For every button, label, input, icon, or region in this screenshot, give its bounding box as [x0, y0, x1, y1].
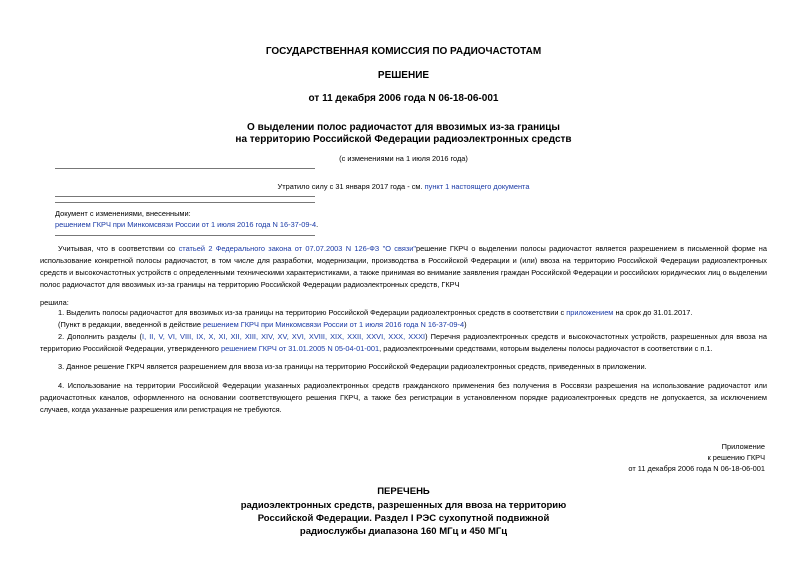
decision-2005-link[interactable]: решением ГКРЧ от 31.01.2005 N 05-04-01-001 — [220, 344, 380, 353]
status-link[interactable]: пункт 1 настоящего документа — [424, 182, 530, 191]
appendix-label: Приложение — [721, 442, 765, 451]
law-link[interactable]: статьей 2 Федерального закона от 07.07.2003 N 126-ФЗ "О связи" — [178, 244, 416, 253]
divider — [55, 168, 315, 169]
divider — [55, 196, 315, 197]
doc-date-number: от 11 декабря 2006 года N 06-18-06-001 — [308, 93, 499, 104]
amendment-link[interactable]: решением ГКРЧ при Минкомсвязи России от 1 июля 2016 года N 16-37-09-4 — [203, 320, 465, 329]
doc-title-line2: на территорию Российской Федерации радиоэлектронных средств — [235, 134, 572, 145]
item-1: 1. Выделить полосы радиочастот для ввозимых из-за границы на территорию Российской Федерации радиоэлектронных средств в соответствии с приложением на срок до 31.01.2017. — [58, 308, 693, 317]
changes-link[interactable]: решением ГКРЧ при Минкомсвязи России от 1 июля 2016 года N 16-37-09-4 — [55, 220, 317, 229]
doc-title-line1: О выделении полос радиочастот для ввозимых из-за границы — [247, 122, 560, 133]
list-subtitle-3: радиослужбы диапазона 160 МГц и 450 МГц — [299, 526, 508, 537]
changes-line: решением ГКРЧ при Минкомсвязи России от 1 июля 2016 года N 16-37-09-4. — [55, 220, 319, 229]
decided-label: решила: — [40, 298, 69, 307]
sections-links[interactable]: I, II, V, VI, VIII, IX, X, XI, XII, XIII, XIV, XV, XVI, XVIII, XIX, XXII, XXVI, XXX, XXXI — [142, 332, 426, 341]
item-4: 4. Использование на территории Российской Федерации указанных радиоэлектронных средств гражданского применения без получения в Россвязи разрешения на использование радиочастот или радиочастотных каналов, оформленного на основании соответствующего решения ГКРЧ, а также без регистрации в установленном порядке радиоэлектронных средств не допускается, за исключением случаев, когда указанные разрешения или регистрация не требуются. — [40, 381, 767, 414]
list-subtitle-1: радиоэлектронных средств, разрешенных для ввоза на территорию — [240, 500, 567, 511]
item-1-note: (Пункт в редакции, введенной в действие решением ГКРЧ при Минкомсвязи России от 1 июля 2016 года N 16-37-09-4) — [58, 320, 467, 329]
appendix-ref: к решению ГКРЧ — [707, 453, 765, 462]
status-line — [0, 181, 807, 192]
divider — [55, 235, 315, 236]
appendix-link[interactable]: приложением — [566, 308, 614, 317]
divider — [55, 202, 315, 203]
changes-intro: Документ с изменениями, внесенными: — [55, 209, 191, 218]
amended-note: (с изменениями на 1 июля 2016 года) — [339, 154, 468, 163]
item-3: 3. Данное решение ГКРЧ является разрешением для ввоза из-за границы на территорию Российской Федерации радиоэлектронных средств, приведенных в приложении. — [58, 362, 647, 371]
appendix-date: от 11 декабря 2006 года N 06-18-06-001 — [628, 464, 765, 473]
doc-type-heading: РЕШЕНИЕ — [377, 70, 430, 81]
list-title: ПЕРЕЧЕНЬ — [377, 486, 430, 497]
list-subtitle-2: Российской Федерации. Раздел I РЭС сухопутной подвижной — [257, 513, 550, 524]
item-2: 2. Дополнить разделы (I, II, V, VI, VIII, IX, X, XI, XII, XIII, XIV, XV, XVI, XVIII, XIX, XXII, XXVI, XXX, XXXI) Перечня радиоэлектронных средств и высокочастотных устройств, разрешенных для ввоза на территорию Российской Федерации, утвержденного решением ГКРЧ от 31.01.2005 N 05-04-01-001, радиоэлектронными средствами, которым выделены полосы радиочастот в соответствии с п.1. — [40, 332, 767, 353]
preamble-paragraph: Учитывая, что в соответствии со статьей 2 Федерального закона от 07.07.2003 N 126-ФЗ "О связи"решение ГКРЧ о выделении полосы радиочастот является разрешением в письменной форме на использование конкретной полосы радиочастот, в том числе для разработки, модернизации, производства в Российской Федерации и (или) ввоза на территорию Российской Федерации радиоэлектронных средств и высокочастотных устройств с определенными техническими характеристиками, а также принимая во внимание заявления граждан Российской Федерации и российских юридических лиц о выделении полос радиочастот для ввозимых из-за границы на территорию Российской Федерации радиоэлектронных средств, ГКРЧ — [40, 244, 767, 289]
org-heading: ГОСУДАРСТВЕННАЯ КОМИССИЯ ПО РАДИОЧАСТОТАМ — [265, 46, 542, 57]
status-text: Утратило силу с 31 января 2017 года - см. — [277, 182, 423, 191]
